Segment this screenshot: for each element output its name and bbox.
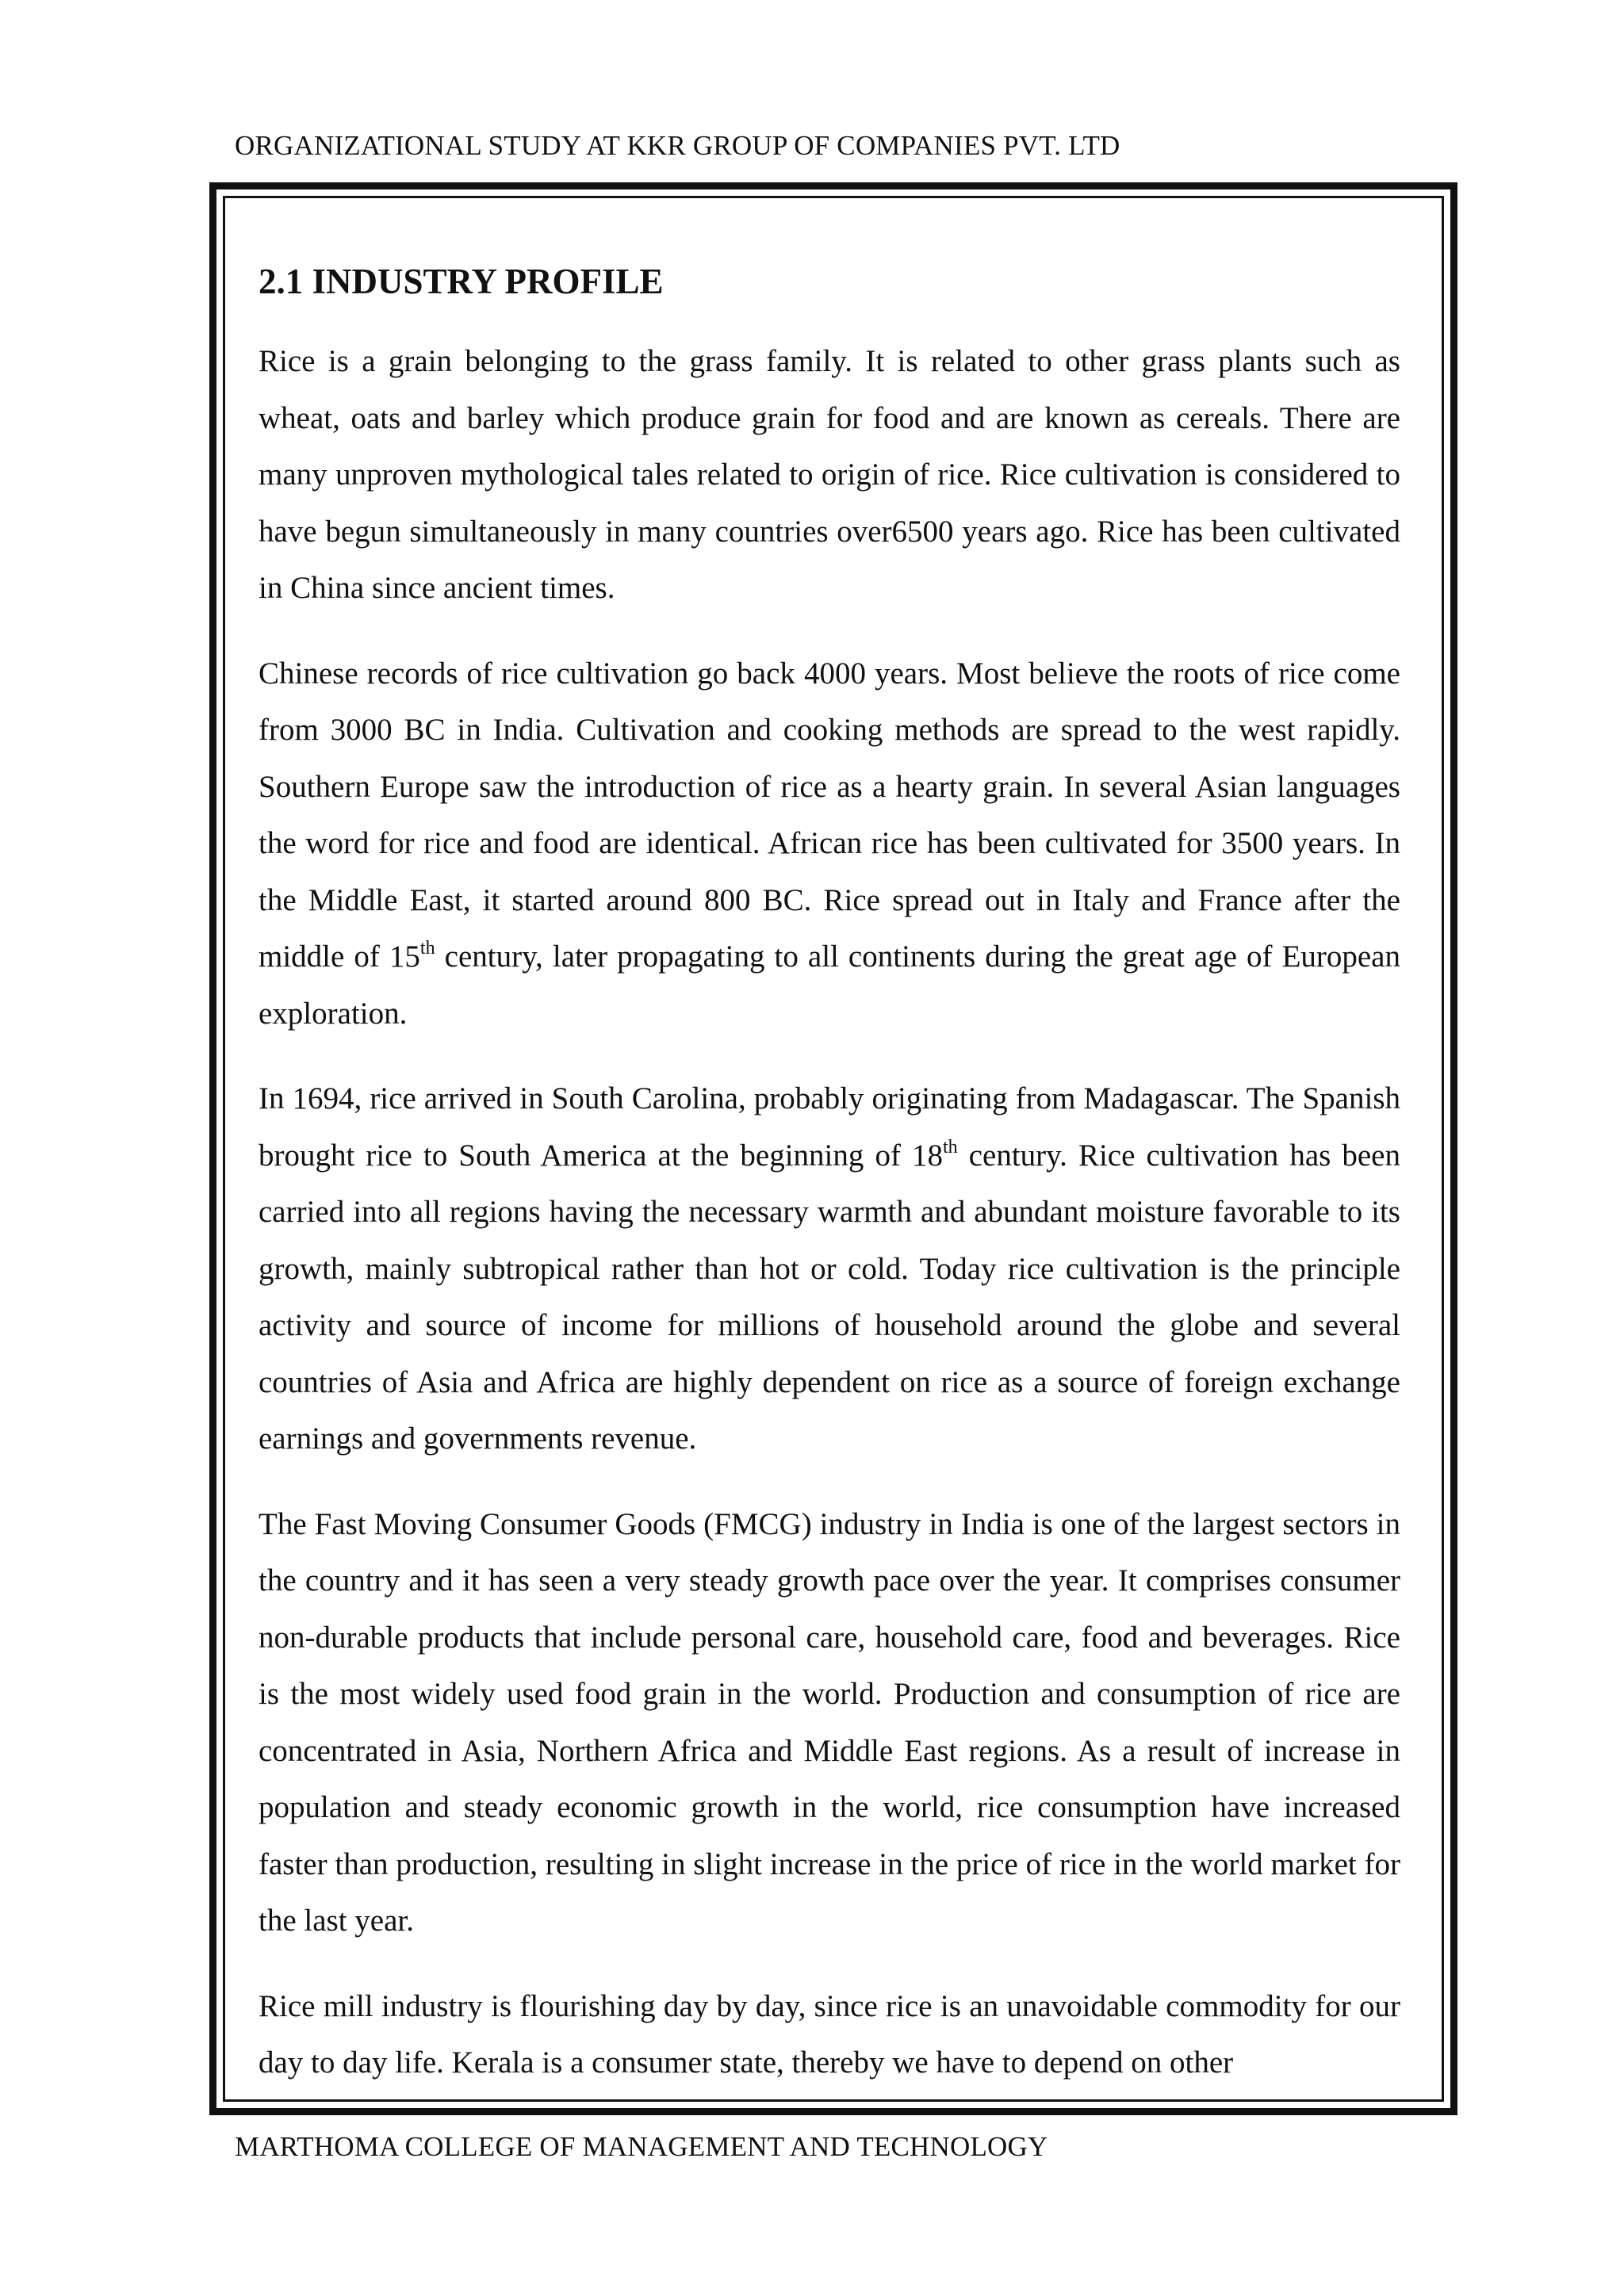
- paragraph-rice-spread: [259, 1070, 1400, 1468]
- page-footer: MARTHOMA COLLEGE OF MANAGEMENT AND TECHNOLOGY: [235, 2131, 1048, 2162]
- paragraph-text: In 1694, rice arrived in South Carolina, probably originating from Madagascar. The Spanish brought rice to South America at the beginning of 18: [259, 1081, 1400, 1173]
- paragraph-text: century, later propagating to all continents during the great age of European exploration.: [259, 939, 1400, 1031]
- paragraph-text: Chinese records of rice cultivation go back 4000 years. Most believe the roots of rice come from 3000 BC in India. Cultivation and cooking methods are spread to the west rapidly. Southern Europe saw the introduction of rice as a hearty grain. In several Asian languages the word for rice and food are identical. African rice has been cultivated for 3500 years. In the Middle East, it started around 800 BC. Rice spread out in Italy and France after the middle of 15: [259, 656, 1400, 974]
- page-header: ORGANIZATIONAL STUDY AT KKR GROUP OF COMPANIES PVT. LTD: [235, 130, 1120, 161]
- superscript: th: [943, 1136, 958, 1158]
- page-content: [259, 260, 1400, 2099]
- paragraph-fmcg: The Fast Moving Consumer Goods (FMCG) industry in India is one of the largest sectors in the country and it has seen a very steady growth pace over the year. It comprises consumer non-durable products that include personal care, household care, food and beverages. Rice is the most widely used food grain in the world. Production and consumption of rice are concentrated in Asia, Northern Africa and Middle East regions. As a result of increase in population and steady economic growth in the world, rice consumption have increased faster than production, resulting in slight increase in the price of rice in the world market for the last year.: [259, 1506, 1400, 1938]
- paragraph-text: century. Rice cultivation has been carried into all regions having the necessary warmth and abundant moisture favorable to its growth, mainly subtropical rather than hot or cold. Today rice cultivation is the principle activity and source of income for millions of household around the globe and several countries of Asia and Africa are highly dependent on rice as a source of foreign exchange earnings and governments revenue.: [259, 1138, 1400, 1456]
- superscript: th: [419, 938, 435, 959]
- paragraph-rice-origin: Rice is a grain belonging to the grass family. It is related to other grass plants such as wheat, oats and barley which produce grain for food and are known as cereals. There are many unproven mythological tales related to origin of rice. Rice cultivation is considered to have begun simultaneously in many countries over6500 years ago. Rice has been cultivated in China since ancient times.: [259, 344, 1400, 605]
- paragraph-rice-mill: Rice mill industry is flourishing day by day, since rice is an unavoidable commodity for our day to day life. Kerala is a consumer state, thereby we have to depend on other: [259, 1988, 1400, 2080]
- section-heading: 2.1 INDUSTRY PROFILE: [259, 262, 664, 301]
- paragraph-rice-history: [259, 645, 1400, 1043]
